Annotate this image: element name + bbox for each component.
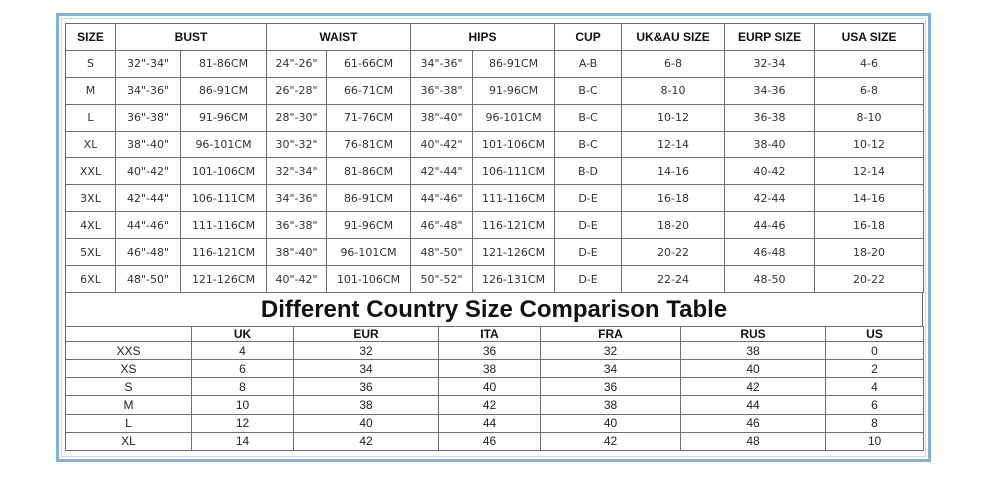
comparison-row xyxy=(66,432,924,450)
table-cell: B-C xyxy=(555,104,622,131)
table-cell: 18-20 xyxy=(815,239,924,266)
comparison-header-eur: EUR xyxy=(294,327,439,342)
comparison-header-row xyxy=(66,327,924,342)
table-cell: 30"-32" xyxy=(267,131,327,158)
table-cell: 116-121CM xyxy=(473,212,555,239)
size-chart-row xyxy=(66,158,924,185)
header-size: SIZE xyxy=(66,24,116,51)
table-cell: XL xyxy=(66,131,116,158)
table-cell: 40 xyxy=(294,414,439,432)
size-chart-row xyxy=(66,77,924,104)
table-cell: 0 xyxy=(826,342,924,360)
table-cell: B-C xyxy=(555,77,622,104)
table-cell: 36 xyxy=(439,342,541,360)
table-cell: S xyxy=(66,50,116,77)
table-cell: 34-36 xyxy=(725,77,815,104)
size-chart-row xyxy=(66,50,924,77)
table-cell: 44"-46" xyxy=(411,185,473,212)
table-cell: 4 xyxy=(192,342,294,360)
table-cell: 26"-28" xyxy=(267,77,327,104)
table-cell: 86-91CM xyxy=(181,77,267,104)
table-cell: B-D xyxy=(555,158,622,185)
table-cell: 5XL xyxy=(66,239,116,266)
table-cell: 42 xyxy=(294,432,439,450)
size-chart-row xyxy=(66,266,924,293)
table-cell: 46 xyxy=(681,414,826,432)
table-cell: 36"-38" xyxy=(411,77,473,104)
table-cell: 24"-26" xyxy=(267,50,327,77)
table-cell: 36"-38" xyxy=(267,212,327,239)
table-cell: 40"-42" xyxy=(116,158,181,185)
comparison-header-uk: UK xyxy=(192,327,294,342)
table-cell: 81-86CM xyxy=(327,158,411,185)
table-cell: 38 xyxy=(681,342,826,360)
table-cell: 40"-42" xyxy=(267,266,327,293)
table-cell: 6-8 xyxy=(622,50,725,77)
table-cell: D-E xyxy=(555,185,622,212)
size-chart-row xyxy=(66,104,924,131)
table-cell: 101-106CM xyxy=(473,131,555,158)
comparison-title: Different Country Size Comparison Table xyxy=(65,293,923,326)
table-cell: 101-106CM xyxy=(181,158,267,185)
table-cell: 101-106CM xyxy=(327,266,411,293)
header-uk-au-size: UK&AU SIZE xyxy=(622,24,725,51)
table-cell: 42-44 xyxy=(725,185,815,212)
table-cell: 28"-30" xyxy=(267,104,327,131)
size-chart-row xyxy=(66,212,924,239)
table-cell: 42"-44" xyxy=(116,185,181,212)
table-cell: D-E xyxy=(555,266,622,293)
table-cell: 48-50 xyxy=(725,266,815,293)
comparison-row xyxy=(66,378,924,396)
table-cell: 38 xyxy=(541,396,681,414)
table-cell: 6XL xyxy=(66,266,116,293)
table-cell: 20-22 xyxy=(622,239,725,266)
table-cell: 40"-42" xyxy=(411,131,473,158)
table-cell: 32-34 xyxy=(725,50,815,77)
size-chart-row xyxy=(66,131,924,158)
comparison-header-ita: ITA xyxy=(439,327,541,342)
table-cell: XXS xyxy=(66,342,192,360)
table-cell: 6 xyxy=(192,360,294,378)
table-cell: 46-48 xyxy=(725,239,815,266)
table-cell: 4 xyxy=(826,378,924,396)
table-cell: 91-96CM xyxy=(473,77,555,104)
table-cell: 32 xyxy=(541,342,681,360)
table-cell: XS xyxy=(66,360,192,378)
table-cell: 22-24 xyxy=(622,266,725,293)
comparison-header-size xyxy=(66,327,192,342)
table-cell: 34"-36" xyxy=(411,50,473,77)
comparison-header-fra: FRA xyxy=(541,327,681,342)
table-cell: 116-121CM xyxy=(181,239,267,266)
table-cell: L xyxy=(66,414,192,432)
table-cell: 86-91CM xyxy=(473,50,555,77)
table-cell: 12-14 xyxy=(815,158,924,185)
table-cell: 42 xyxy=(541,432,681,450)
table-cell: 42"-44" xyxy=(411,158,473,185)
table-cell: 46"-48" xyxy=(411,212,473,239)
table-cell: 91-96CM xyxy=(181,104,267,131)
table-cell: 40 xyxy=(439,378,541,396)
table-cell: 2 xyxy=(826,360,924,378)
table-cell: 42 xyxy=(439,396,541,414)
table-cell: 96-101CM xyxy=(181,131,267,158)
table-cell: 12 xyxy=(192,414,294,432)
table-cell: 10-12 xyxy=(622,104,725,131)
table-cell: 38-40 xyxy=(725,131,815,158)
table-cell: 38"-40" xyxy=(267,239,327,266)
country-comparison-table xyxy=(65,326,924,451)
table-cell: 32 xyxy=(294,342,439,360)
table-cell: 44-46 xyxy=(725,212,815,239)
table-cell: 32"-34" xyxy=(116,50,181,77)
table-cell: 71-76CM xyxy=(327,104,411,131)
table-cell: 86-91CM xyxy=(327,185,411,212)
table-cell: 106-111CM xyxy=(181,185,267,212)
table-cell: 46 xyxy=(439,432,541,450)
header-bust: BUST xyxy=(116,24,267,51)
table-cell: 91-96CM xyxy=(327,212,411,239)
table-cell: 4XL xyxy=(66,212,116,239)
header-hips: HIPS xyxy=(411,24,555,51)
table-cell: XXL xyxy=(66,158,116,185)
table-cell: 10-12 xyxy=(815,131,924,158)
header-eurp-size: EURP SIZE xyxy=(725,24,815,51)
table-cell: 121-126CM xyxy=(473,239,555,266)
table-cell: 111-116CM xyxy=(181,212,267,239)
table-cell: 48"-50" xyxy=(411,239,473,266)
comparison-row xyxy=(66,360,924,378)
table-cell: 44 xyxy=(681,396,826,414)
comparison-row xyxy=(66,342,924,360)
table-cell: 36-38 xyxy=(725,104,815,131)
table-cell: 10 xyxy=(826,432,924,450)
header-cup: CUP xyxy=(555,24,622,51)
header-usa-size: USA SIZE xyxy=(815,24,924,51)
table-cell: 44"-46" xyxy=(116,212,181,239)
table-cell: 111-116CM xyxy=(473,185,555,212)
table-cell: 10 xyxy=(192,396,294,414)
table-cell: 121-126CM xyxy=(181,266,267,293)
table-cell: 81-86CM xyxy=(181,50,267,77)
table-cell: 126-131CM xyxy=(473,266,555,293)
table-cell: 34"-36" xyxy=(116,77,181,104)
table-cell: 40 xyxy=(681,360,826,378)
table-cell: 8 xyxy=(192,378,294,396)
table-cell: 8 xyxy=(826,414,924,432)
table-cell: 48 xyxy=(681,432,826,450)
table-cell: M xyxy=(66,77,116,104)
table-cell: 6-8 xyxy=(815,77,924,104)
table-cell: 34 xyxy=(294,360,439,378)
table-cell: 16-18 xyxy=(815,212,924,239)
table-cell: 8-10 xyxy=(815,104,924,131)
comparison-row xyxy=(66,396,924,414)
table-cell: 96-101CM xyxy=(473,104,555,131)
table-cell: 42 xyxy=(681,378,826,396)
table-cell: 34"-36" xyxy=(267,185,327,212)
table-cell: D-E xyxy=(555,212,622,239)
comparison-header-rus: RUS xyxy=(681,327,826,342)
size-chart-header-row xyxy=(66,24,924,51)
size-chart-row xyxy=(66,185,924,212)
size-chart-row xyxy=(66,239,924,266)
table-cell: 38 xyxy=(439,360,541,378)
table-cell: XL xyxy=(66,432,192,450)
table-cell: L xyxy=(66,104,116,131)
table-cell: A-B xyxy=(555,50,622,77)
table-cell: 38"-40" xyxy=(411,104,473,131)
table-cell: 106-111CM xyxy=(473,158,555,185)
table-cell: 40 xyxy=(541,414,681,432)
table-cell: 61-66CM xyxy=(327,50,411,77)
table-cell: 66-71CM xyxy=(327,77,411,104)
header-waist: WAIST xyxy=(267,24,411,51)
table-cell: 38 xyxy=(294,396,439,414)
table-cell: 6 xyxy=(826,396,924,414)
table-cell: 14-16 xyxy=(622,158,725,185)
table-cell: 36 xyxy=(541,378,681,396)
table-cell: 4-6 xyxy=(815,50,924,77)
table-cell: 16-18 xyxy=(622,185,725,212)
table-cell: 3XL xyxy=(66,185,116,212)
table-cell: 40-42 xyxy=(725,158,815,185)
table-cell: M xyxy=(66,396,192,414)
table-cell: 34 xyxy=(541,360,681,378)
table-cell: 76-81CM xyxy=(327,131,411,158)
table-cell: 12-14 xyxy=(622,131,725,158)
table-cell: 14 xyxy=(192,432,294,450)
table-cell: 14-16 xyxy=(815,185,924,212)
table-cell: B-C xyxy=(555,131,622,158)
size-chart-table xyxy=(65,23,924,293)
table-cell: 18-20 xyxy=(622,212,725,239)
comparison-header-us: US xyxy=(826,327,924,342)
table-cell: 32"-34" xyxy=(267,158,327,185)
table-cell: 50"-52" xyxy=(411,266,473,293)
comparison-row xyxy=(66,414,924,432)
table-cell: 36 xyxy=(294,378,439,396)
table-cell: 46"-48" xyxy=(116,239,181,266)
table-cell: 38"-40" xyxy=(116,131,181,158)
table-cell: D-E xyxy=(555,239,622,266)
table-cell: 48"-50" xyxy=(116,266,181,293)
table-cell: 36"-38" xyxy=(116,104,181,131)
table-cell: S xyxy=(66,378,192,396)
table-cell: 20-22 xyxy=(815,266,924,293)
table-cell: 96-101CM xyxy=(327,239,411,266)
table-cell: 8-10 xyxy=(622,77,725,104)
table-cell: 44 xyxy=(439,414,541,432)
